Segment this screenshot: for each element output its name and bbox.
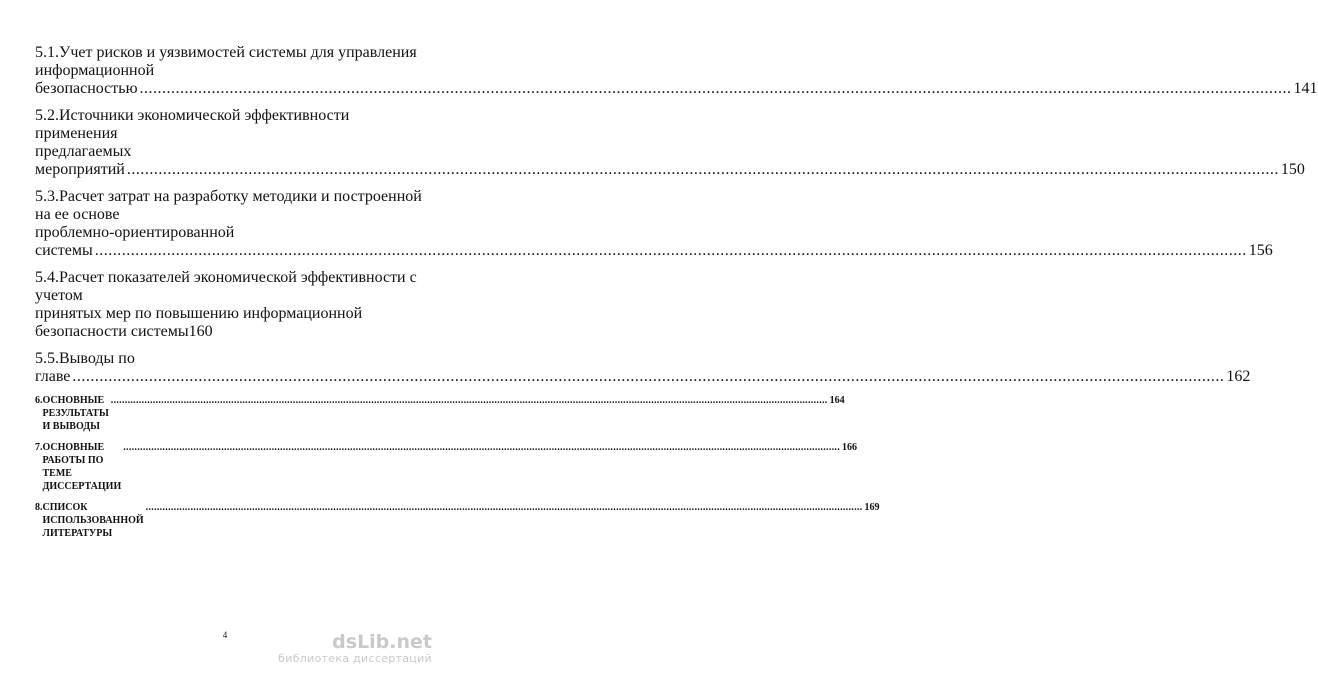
toc-title-line2: предлагаемых мероприятий [35,143,132,178]
toc-leader [95,242,1247,259]
toc-title-line2: принятых мер по повышению информационной безопасности системы [35,305,363,340]
toc-chapter-number: 7. [35,442,43,453]
toc-page: 169 [864,502,880,513]
toc-chapter-title: ОСНОВНЫЕ РАБОТЫ ПО ТЕМЕ ДИССЕРТАЦИИ [42,442,122,492]
toc-chapter-title: СПИСОК ИСПОЛЬЗОВАННОЙ ЛИТЕРАТУРЫ [42,502,144,539]
toc-page: 164 [829,395,845,406]
toc-number: 5.4. [35,269,59,286]
toc-title: Выводы по главе [35,350,135,385]
toc-title-line1: Учет рисков и уязвимостей системы для управления [59,44,417,61]
watermark-tagline: библиотека диссертаций [278,652,432,665]
toc-number: 5.5. [35,350,59,367]
watermark-brand: dsLib.net [332,631,432,653]
toc-chapter-6[interactable] [35,394,845,433]
toc-title-line2: проблемно-ориентированной системы [35,224,235,259]
toc-page: 162 [1226,368,1251,385]
toc-page: 156 [1248,242,1273,259]
toc-chapter-8[interactable] [35,501,880,540]
table-of-contents [35,44,1318,548]
toc-page: 166 [842,442,858,453]
toc-number: 5.2. [35,107,59,124]
toc-chapter-7[interactable] [35,441,858,493]
toc-page: 141 [1293,80,1318,97]
watermark [278,632,432,666]
page-number: 4 [222,630,228,640]
toc-title-line1: Расчет затрат на разработку методики и построенной на ее основе [35,188,422,223]
toc-leader [123,441,840,454]
toc-page: 150 [1280,161,1305,178]
toc-chapter-number: 6. [35,395,43,406]
toc-entry-5-2[interactable] [35,107,1305,179]
toc-title-line2: информационной безопасностью [35,62,155,97]
toc-page: 160 [188,323,213,340]
toc-number: 5.3. [35,188,59,205]
toc-title-line1: Источники экономической эффективности применения [35,107,350,142]
toc-leader [140,80,1292,97]
toc-title-line1: Расчет показателей экономической эффективности с учетом [35,269,417,304]
toc-entry-5-1[interactable] [35,44,1318,98]
toc-leader [146,501,863,514]
toc-entry-5-5[interactable] [35,350,1251,386]
toc-entry-5-3[interactable] [35,188,1273,260]
toc-entry-5-4[interactable] [35,269,430,341]
toc-leader [127,161,1279,178]
toc-leader [111,394,828,407]
toc-number: 5.1. [35,44,59,61]
toc-leader [72,368,1224,385]
toc-chapter-number: 8. [35,502,43,513]
toc-chapter-title: ОСНОВНЫЕ РЕЗУЛЬТАТЫ И ВЫВОДЫ [42,395,109,432]
